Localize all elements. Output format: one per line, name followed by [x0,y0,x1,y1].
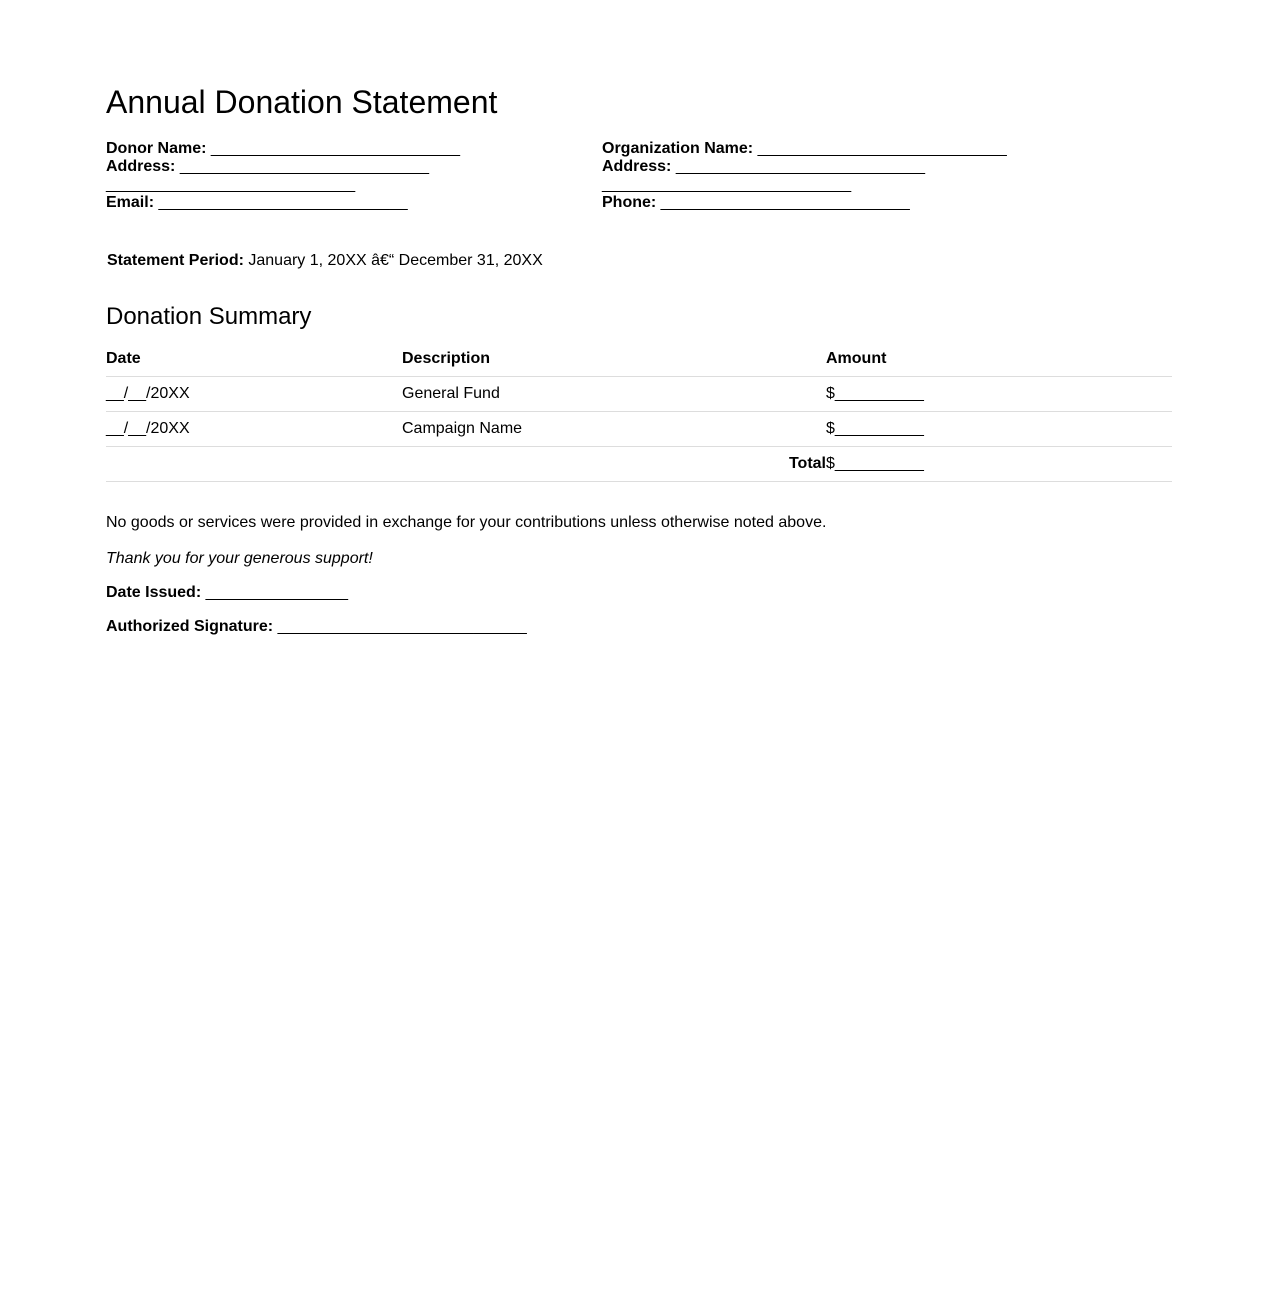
org-address-line [602,158,1007,176]
org-address-line2 [602,176,1007,194]
table-header-row [106,342,1172,377]
donor-name-field[interactable]: ____________________________ [210,140,461,157]
donor-address-line [106,158,460,176]
org-phone-field[interactable]: ____________________________ [660,194,910,211]
donor-address-line2-field[interactable]: ____________________________ [106,176,356,193]
organization-info [602,140,1007,212]
no-goods-note: No goods or services were provided in exchange for your contributions unless otherwise noted above. [106,514,827,531]
row-description: General Fund [402,377,826,412]
row-date[interactable]: __/__/20XX [106,377,402,412]
donor-address-line2 [106,176,460,194]
donation-summary-table [106,342,1172,482]
page-title: Annual Donation Statement [106,84,498,120]
org-name-label: Organization Name: [602,140,754,157]
date-issued-line [106,584,348,602]
donor-name-line [106,140,460,158]
column-header-date: Date [106,342,402,377]
date-issued-field[interactable]: ________________ [205,584,348,601]
authorized-signature-field[interactable]: ____________________________ [277,618,527,635]
statement-period-label: Statement Period: [107,252,244,269]
donation-summary-heading: Donation Summary [106,303,312,330]
org-address-label: Address: [602,158,672,175]
statement-period [107,252,543,270]
row-amount[interactable]: $__________ [826,412,1172,447]
row-description: Campaign Name [402,412,826,447]
column-header-description: Description [402,342,826,377]
authorized-signature-label: Authorized Signature: [106,618,274,635]
row-date[interactable]: __/__/20XX [106,412,402,447]
column-header-amount: Amount [826,342,1172,377]
org-name-field[interactable]: ____________________________ [757,140,1007,157]
total-row [106,447,1172,482]
thank-you-message: Thank you for your generous support! [106,550,373,567]
authorized-signature-line [106,618,527,636]
donor-name-label: Donor Name: [106,140,207,157]
statement-period-value: January 1, 20XX â€“ December 31, 20XX [243,252,543,269]
donor-email-line [106,194,460,212]
date-issued-label: Date Issued: [106,584,202,601]
table-row [106,377,1172,412]
total-amount[interactable]: $__________ [826,447,1172,482]
org-phone-line [602,194,1007,212]
donor-address-field[interactable]: ____________________________ [179,158,429,175]
total-label: Total [402,447,826,482]
donor-email-label: Email: [106,194,155,211]
total-spacer [106,447,402,482]
org-address-field[interactable]: ____________________________ [675,158,925,175]
donor-email-field[interactable]: ____________________________ [158,194,408,211]
org-name-line [602,140,1007,158]
table-row [106,412,1172,447]
donor-address-label: Address: [106,158,176,175]
org-phone-label: Phone: [602,194,657,211]
org-address-line2-field[interactable]: ____________________________ [602,176,852,193]
donor-info [106,140,460,212]
row-amount[interactable]: $__________ [826,377,1172,412]
